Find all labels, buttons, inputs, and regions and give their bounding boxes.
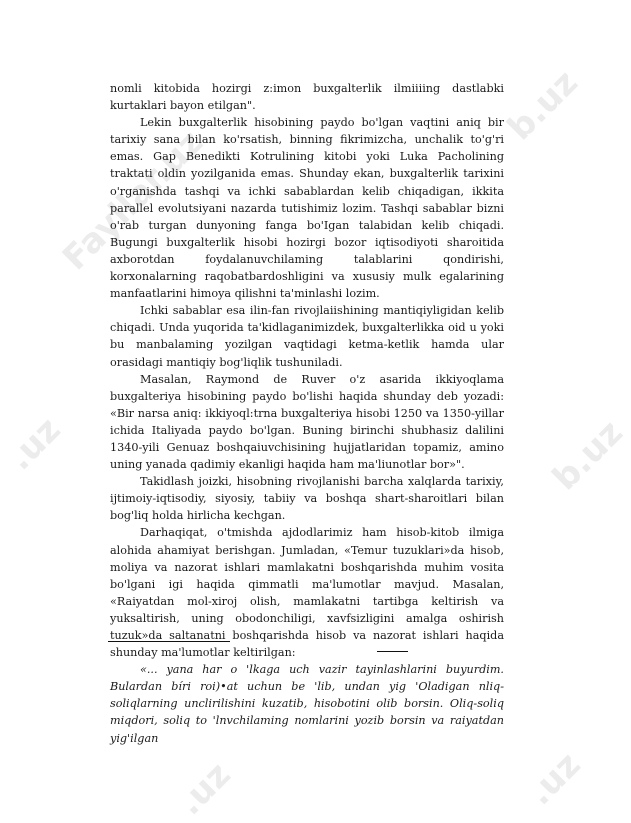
watermark-6: .uz	[520, 744, 589, 814]
paragraph: Masalan, Raymond de Ruver o'z asarida ikkiyoqlama buxgalteriya hisobining paydo bo'lishi haqida shunday deb yozadi: «Bir narsa aniq: ikkiyoql:trna buxgalteriya hisobi 1250 va 1350-yillar ichida Italiyada paydo bo'lgan. Buning birinchi shubhasiz dalilini 1340-yili Genuaz boshqaiuvchisining hujjatlaridan topamiz, amino uning yanada qadimiy ekanligi haqida ham ma'liunotlar bor»".	[110, 372, 504, 472]
paragraph: nomli kitobida hozirgi z:imon buxgalterlik ilmiiiing dastlabki kurtaklari bayon etilgan".	[110, 82, 504, 113]
body-text	[110, 80, 504, 747]
paragraph: «... yana har o 'lkaga uch vazir tayinlashlarini buyurdim. Bulardan bíri roi)•at uchun be 'lib, undan yig 'Oladigan nliq-soliqlarning unclirilishini kuzatib, hisobotini olib borsin. Oliq-soliq miqdori, soliq to 'lnvchilaming nomlarini yozib borsin va raiyatdan yig'ilgan	[110, 663, 504, 745]
watermark-4: b.uz	[545, 412, 631, 499]
watermark-2: b.uz	[500, 62, 586, 149]
footnote-separator	[108, 641, 230, 642]
paragraph: Ichki sabablar esa ilin-fan rivojlaiishining mantiqiyligidan kelib chiqadi. Unda yuqorida ta'kidlaganimizdek, buxgalterlikka oid u yoki bu manbalaming yozilgan vaqtidagi ketma-ketlik hamda ular orasidagi mantiqiy bog'liqlik tushuniladi.	[110, 304, 504, 369]
paragraph: Takidlash joizki, hisobning rivojlanishi barcha xalqlarda tarixiy, ijtimoiy-iqtisodiy, siyosiy, tabiiy va boshqa shart-sharoitlari bilan bog'liq holda hirlicha kechgan.	[110, 475, 504, 523]
watermark-3: .uz	[0, 409, 69, 479]
short-rule	[377, 651, 408, 652]
watermark-1: Fayllar.uz	[55, 122, 211, 279]
paragraph: Lekin buxgalterlik hisobining paydo bo'lgan vaqtini aniq bir tarixiy sana bilan ko'rsatish, binning fikrimizcha, unchalik to'g'ri emas. Gap Benedikti Kotrulining kitobi yoki Luka Pacholining traktati oldin yozilganida emas. Shunday ekan, buxgalterlik tarixini o'rganishda tashqi va ichki sabablardan kelib chiqadigan, ikkita parallel evolutsiyani nazarda tutishimiz lozim. Tashqi sabablar bizni o'rab turgan dunyoning fanga bo'Igan talabidan kelib chiqadi. Bugungi buxgalterlik hisobi hozirgi bozor iqtisodiyoti sharoitida axborotdan foydalanuvchilaming talablarini qondirishi, korxonalarning raqobatbardoshligini va xususiy mulk egalarining manfaatlarini himoya qilishni ta'minlashi lozim.	[110, 116, 504, 301]
watermark-5: .uz	[170, 754, 239, 823]
paragraph: Darhaqiqat, o'tmishda ajdodlarimiz ham hisob-kitob ilmiga alohida ahamiyat berishgan. Jumladan, «Temur tuzuklari»da hisob, moliya va nazorat ishlari mamlakatni boshqarishda muhim vosita bo'lgani igi haqida qimmatli ma'lumotlar mavjud. Masalan, «Raiyatdan mol-xiroj olish, mamlakatni tartibga keltirish va yuksaltirish, uning obodonchiligi, xavfsizligini amalga oshirish tuzuk»da saltanatni boshqarishda hisob va nazorat ishlari haqida shunday ma'lumotlar keltirilgan:	[110, 526, 504, 660]
